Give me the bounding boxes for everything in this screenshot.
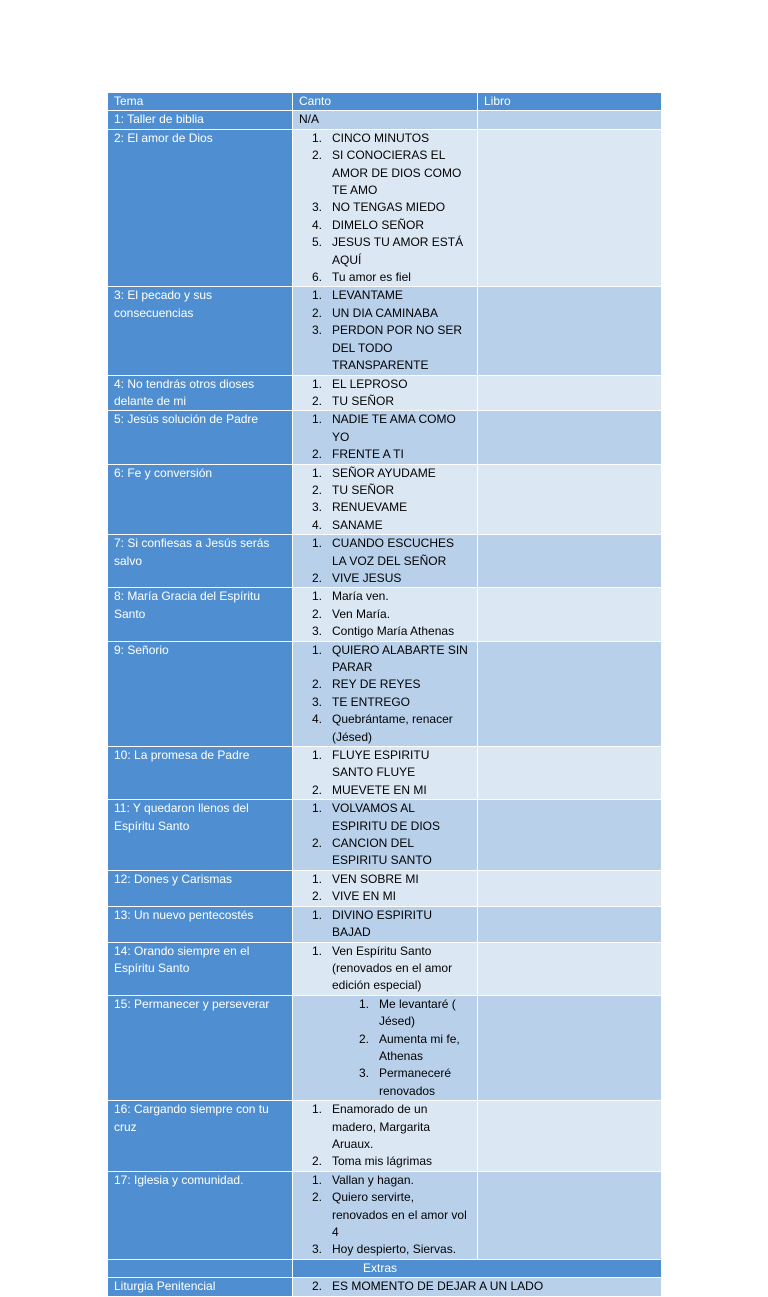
libro-cell — [478, 995, 662, 1100]
song-number: 1. — [311, 801, 322, 816]
tema-cell: 4: No tendrás otros dioses delante de mi — [108, 375, 293, 411]
song-number: 1. — [311, 907, 322, 922]
table-row — [108, 535, 662, 588]
canto-cell — [293, 1278, 662, 1296]
song-item — [299, 465, 471, 482]
table-row — [108, 641, 662, 746]
canto-cell — [293, 906, 478, 942]
song-title: Vallan y hagan. — [332, 1172, 414, 1187]
table-row — [108, 287, 662, 375]
song-item — [299, 305, 471, 322]
song-title: SI CONOCIERAS EL AMOR DE DIOS COMO TE AMO — [332, 148, 462, 198]
song-number: 3. — [311, 500, 322, 515]
song-number: 3. — [311, 624, 322, 639]
song-title: RENUEVAME — [332, 500, 408, 515]
song-title: Tu amor es fiel — [332, 270, 411, 285]
header-row — [108, 93, 662, 111]
song-item — [299, 130, 471, 147]
song-title: Permaneceré renovados — [379, 1066, 452, 1098]
song-number: 2. — [311, 482, 322, 497]
table-row — [108, 1171, 662, 1259]
tema-cell: Liturgia Penitencial — [108, 1278, 293, 1296]
song-number: 2. — [311, 677, 322, 692]
song-item — [299, 570, 471, 587]
song-number: 2. — [311, 447, 322, 462]
tema-cell: 12: Dones y Carismas — [108, 870, 293, 906]
song-number: 3. — [358, 1066, 369, 1081]
song-title: VOLVAMOS AL ESPIRITU DE DIOS — [332, 801, 441, 833]
canto-cell — [293, 942, 478, 995]
libro-cell — [478, 375, 662, 411]
tema-cell: 2: El amor de Dios — [108, 129, 293, 287]
song-number: 2. — [311, 889, 322, 904]
song-title: Aumenta mi fe, Athenas — [379, 1031, 460, 1063]
song-number: 2. — [311, 606, 322, 621]
song-title: MUEVETE EN MI — [332, 782, 427, 797]
song-title: LEVANTAME — [332, 288, 403, 303]
song-item — [299, 871, 471, 888]
song-number: 1. — [311, 748, 322, 763]
libro-cell — [478, 411, 662, 464]
song-title: Quebrántame, renacer (Jésed) — [332, 712, 453, 744]
song-number: 1. — [311, 130, 322, 145]
song-item — [299, 1172, 471, 1189]
extras-row — [108, 1259, 662, 1277]
song-item — [299, 269, 471, 286]
song-title: Me levantaré ( Jésed) — [379, 996, 456, 1029]
table-row — [108, 111, 662, 129]
tema-cell: 17: Iglesia y comunidad. — [108, 1171, 293, 1259]
table-row — [108, 411, 662, 464]
header-tema: Tema — [108, 93, 293, 111]
song-title: JESUS TU AMOR ESTÁ AQUÍ — [332, 235, 464, 267]
table-row — [108, 588, 662, 641]
song-item — [299, 1101, 471, 1153]
song-title: NADIE TE AMA COMO YO — [332, 412, 456, 444]
canto-cell — [293, 375, 478, 411]
song-number: 1. — [311, 1172, 322, 1187]
song-number: 2. — [311, 1190, 322, 1205]
tema-cell: 14: Orando siempre en el Espíritu Santo — [108, 942, 293, 995]
table-row — [108, 1278, 662, 1296]
song-item — [299, 217, 471, 234]
tema-cell: 10: La promesa de Padre — [108, 747, 293, 800]
canto-cell — [293, 800, 478, 871]
song-number: 1. — [311, 465, 322, 480]
song-number: 1. — [311, 871, 322, 886]
song-title: Hoy despierto, Siervas. — [332, 1242, 457, 1257]
tema-cell: 7: Si confiesas a Jesús serás salvo — [108, 535, 293, 588]
song-item — [299, 322, 471, 374]
song-item — [299, 1031, 471, 1066]
song-title: PERDON POR NO SER DEL TODO TRANSPARENTE — [332, 323, 463, 373]
header-libro: Libro — [478, 93, 662, 111]
song-number: 2. — [311, 1154, 322, 1169]
canto-cell — [293, 464, 478, 535]
song-number: 6. — [311, 270, 322, 285]
song-item — [299, 996, 471, 1031]
tema-cell: 16: Cargando siempre con tu cruz — [108, 1101, 293, 1172]
libro-cell — [478, 535, 662, 588]
song-item — [299, 623, 471, 640]
table-row — [108, 375, 662, 411]
song-title: VIVE JESUS — [332, 570, 402, 585]
song-item — [299, 888, 471, 905]
song-number: 1. — [311, 376, 322, 391]
tema-cell: 6: Fe y conversión — [108, 464, 293, 535]
canto-cell — [293, 535, 478, 588]
song-title: SANAME — [332, 517, 383, 532]
canto-cell — [293, 287, 478, 375]
table-row — [108, 747, 662, 800]
libro-cell — [478, 870, 662, 906]
song-table-body — [108, 93, 662, 1297]
song-number: 2. — [311, 836, 322, 851]
song-item — [299, 393, 471, 410]
libro-cell — [478, 464, 662, 535]
header-canto: Canto — [293, 93, 478, 111]
song-title: QUIERO ALABARTE SIN PARAR — [332, 642, 468, 674]
song-item — [299, 1241, 471, 1258]
song-number: 4. — [311, 217, 322, 232]
song-number: 3. — [311, 694, 322, 709]
song-title: EL LEPROSO — [332, 376, 408, 391]
canto-cell: N/A — [293, 111, 478, 129]
canto-cell — [293, 995, 478, 1100]
song-title: Enamorado de un madero, Margarita Aruaux. — [332, 1102, 431, 1151]
song-item — [299, 800, 471, 835]
song-number: 1. — [311, 412, 322, 427]
song-number: 1. — [358, 996, 369, 1011]
libro-cell — [478, 1171, 662, 1259]
table-row — [108, 129, 662, 287]
song-title: CUANDO ESCUCHES LA VOZ DEL SEÑOR — [332, 536, 455, 568]
libro-cell — [478, 1101, 662, 1172]
song-item — [299, 1153, 471, 1170]
song-title: CINCO MINUTOS — [332, 130, 430, 145]
song-title: TE ENTREGO — [332, 694, 411, 709]
song-title: SEÑOR AYUDAME — [332, 465, 436, 480]
song-item — [299, 535, 471, 570]
song-title: Ven Espíritu Santo (renovados en el amor edición especial) — [332, 943, 453, 993]
song-number: 4. — [311, 712, 322, 727]
song-title: María ven. — [332, 589, 389, 604]
song-number: 1. — [311, 943, 322, 958]
song-number: 5. — [311, 235, 322, 250]
song-number: 2. — [311, 305, 322, 320]
song-item — [299, 517, 471, 534]
libro-cell — [478, 287, 662, 375]
song-item — [299, 694, 471, 711]
table-row — [108, 995, 662, 1100]
song-title: UN DIA CAMINABA — [332, 305, 439, 320]
song-item — [299, 588, 471, 605]
song-title: TU SEÑOR — [332, 393, 395, 408]
song-item — [299, 747, 471, 782]
song-number: 2. — [311, 148, 322, 163]
song-title: ES MOMENTO DE DEJAR A UN LADO — [332, 1279, 544, 1294]
song-title: DIVINO ESPIRITU BAJAD — [332, 907, 433, 940]
song-item — [299, 499, 471, 516]
song-number: 1. — [311, 288, 322, 303]
song-number: 4. — [311, 517, 322, 532]
song-item — [299, 676, 471, 693]
song-item — [299, 287, 471, 304]
canto-cell — [293, 641, 478, 746]
table-row — [108, 800, 662, 871]
canto-cell — [293, 129, 478, 287]
song-item — [299, 606, 471, 623]
song-item — [299, 446, 471, 463]
song-title: REY DE REYES — [332, 677, 421, 692]
libro-cell — [478, 111, 662, 129]
tema-cell: 3: El pecado y sus consecuencias — [108, 287, 293, 375]
song-title: VEN SOBRE MI — [332, 871, 419, 886]
song-item — [299, 234, 471, 269]
song-item — [299, 711, 471, 746]
canto-cell — [293, 588, 478, 641]
table-row — [108, 942, 662, 995]
tema-cell: 15: Permanecer y perseverar — [108, 995, 293, 1100]
song-title: Ven María. — [332, 606, 391, 621]
song-item — [299, 482, 471, 499]
song-title: Toma mis lágrimas — [332, 1154, 433, 1169]
song-title: Quiero servirte, renovados en el amor vol 4 — [332, 1190, 467, 1239]
song-number: 2. — [311, 393, 322, 408]
song-title: CANCION DEL ESPIRITU SANTO — [332, 836, 432, 868]
song-table — [107, 92, 662, 1297]
song-number: 2. — [358, 1031, 369, 1046]
libro-cell — [478, 129, 662, 287]
song-title: VIVE EN MI — [332, 889, 397, 904]
song-title: FRENTE A TI — [332, 447, 404, 462]
song-title: Contigo María Athenas — [332, 624, 455, 639]
tema-cell: 11: Y quedaron llenos del Espíritu Santo — [108, 800, 293, 871]
song-item — [299, 1065, 471, 1100]
song-number: 3. — [311, 200, 322, 215]
libro-cell — [478, 906, 662, 942]
song-item — [299, 943, 471, 995]
song-item — [299, 907, 471, 942]
song-number: 1. — [311, 642, 322, 657]
libro-cell — [478, 800, 662, 871]
libro-cell — [478, 747, 662, 800]
canto-cell — [293, 747, 478, 800]
tema-cell: 1: Taller de biblia — [108, 111, 293, 129]
song-number: 2. — [311, 570, 322, 585]
song-item — [299, 199, 471, 216]
song-item — [299, 642, 471, 677]
song-number: 1. — [311, 536, 322, 551]
song-item — [299, 376, 471, 393]
song-number: 2. — [311, 1279, 322, 1294]
song-table-sheet — [107, 92, 661, 1297]
song-item — [299, 782, 471, 799]
libro-cell — [478, 588, 662, 641]
canto-cell — [293, 1171, 478, 1259]
table-row — [108, 906, 662, 942]
extras-label: Extras — [293, 1259, 662, 1277]
canto-cell — [293, 411, 478, 464]
song-item — [299, 147, 471, 199]
song-number: 3. — [311, 1242, 322, 1257]
song-number: 3. — [311, 323, 322, 338]
table-row — [108, 870, 662, 906]
extras-spacer — [108, 1259, 293, 1277]
tema-cell: 13: Un nuevo pentecostés — [108, 906, 293, 942]
table-row — [108, 1101, 662, 1172]
libro-cell — [478, 942, 662, 995]
song-number: 1. — [311, 589, 322, 604]
song-item — [299, 411, 471, 446]
table-row — [108, 464, 662, 535]
tema-cell: 9: Señorio — [108, 641, 293, 746]
song-number: 1. — [311, 1102, 322, 1117]
libro-cell — [478, 641, 662, 746]
canto-cell — [293, 870, 478, 906]
canto-cell — [293, 1101, 478, 1172]
tema-cell: 8: María Gracia del Espíritu Santo — [108, 588, 293, 641]
tema-cell: 5: Jesús solución de Padre — [108, 411, 293, 464]
song-item — [299, 1189, 471, 1241]
song-item — [299, 835, 471, 870]
song-title: DIMELO SEÑOR — [332, 217, 425, 232]
song-item — [299, 1278, 655, 1295]
song-number: 2. — [311, 782, 322, 797]
song-title: TU SEÑOR — [332, 482, 395, 497]
song-title: NO TENGAS MIEDO — [332, 200, 446, 215]
song-title: FLUYE ESPIRITU SANTO FLUYE — [332, 748, 430, 780]
